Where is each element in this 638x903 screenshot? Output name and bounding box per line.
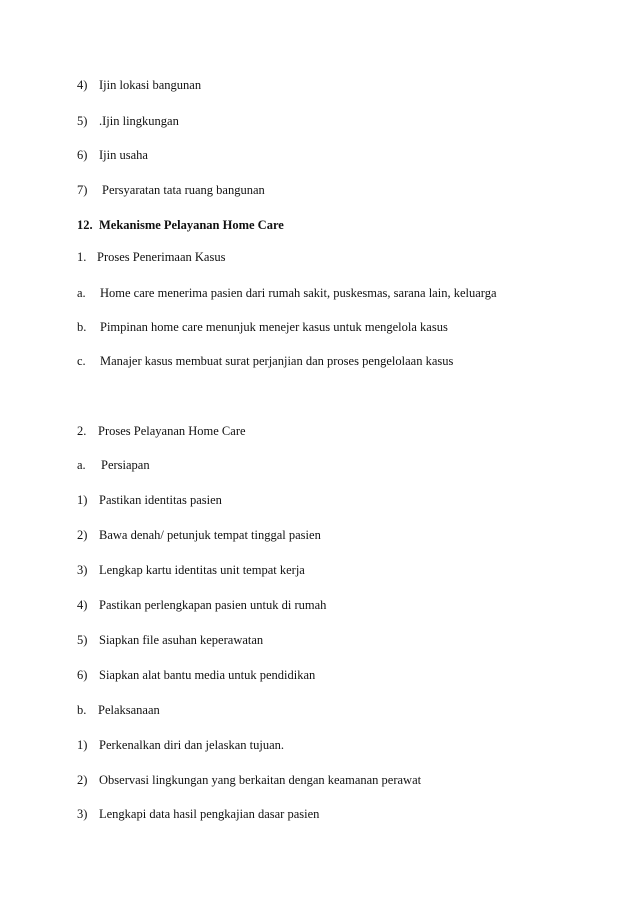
list-item <box>77 806 319 822</box>
list-text: Lengkapi data hasil pengkajian dasar pasien <box>99 807 320 821</box>
list-item <box>77 457 150 473</box>
list-item <box>77 77 201 93</box>
section-heading <box>77 217 284 233</box>
list-text: Lengkap kartu identitas unit tempat kerja <box>99 563 305 577</box>
list-text: Siapkan alat bantu media untuk pendidikan <box>99 668 316 682</box>
list-marker: 4) <box>77 78 88 92</box>
list-text: Pastikan perlengkapan pasien untuk di rumah <box>99 598 327 612</box>
list-text: Home care menerima pasien dari rumah sakit, puskesmas, sarana lain, keluarga <box>100 286 497 300</box>
list-text: .Ijin lingkungan <box>99 114 179 128</box>
list-item <box>77 667 315 683</box>
list-marker: 5) <box>77 633 88 647</box>
list-text: Bawa denah/ petunjuk tempat tinggal pasien <box>99 528 321 542</box>
list-marker: b. <box>77 320 87 334</box>
list-text: Persyaratan tata ruang bangunan <box>102 183 265 197</box>
list-item <box>77 423 246 439</box>
list-text: Siapkan file asuhan keperawatan <box>99 633 264 647</box>
list-marker: a. <box>77 458 86 472</box>
list-text: Proses Penerimaan Kasus <box>97 250 226 264</box>
list-marker: b. <box>77 703 87 717</box>
list-marker: 2. <box>77 424 87 438</box>
list-item <box>77 597 326 613</box>
list-marker: 1. <box>77 250 87 264</box>
list-text: Ijin lokasi bangunan <box>99 78 202 92</box>
list-item <box>77 562 305 578</box>
list-item <box>77 737 284 753</box>
list-item <box>77 702 160 718</box>
heading-number: 12. <box>77 218 93 232</box>
list-item <box>77 527 321 543</box>
list-marker: 6) <box>77 148 88 162</box>
list-text: Ijin usaha <box>99 148 148 162</box>
list-text: Perkenalkan diri dan jelaskan tujuan. <box>99 738 285 752</box>
list-item <box>77 772 421 788</box>
list-item <box>77 632 263 648</box>
heading-text: Mekanisme Pelayanan Home Care <box>99 218 284 232</box>
list-text: Pimpinan home care menunjuk menejer kasus untuk mengelola kasus <box>100 320 448 334</box>
list-marker: 3) <box>77 563 88 577</box>
list-text: Manajer kasus membuat surat perjanjian dan proses pengelolaan kasus <box>100 354 454 368</box>
list-item <box>77 113 179 129</box>
list-item <box>77 182 265 198</box>
list-marker: 1) <box>77 738 88 752</box>
list-marker: 3) <box>77 807 88 821</box>
list-item <box>77 492 222 508</box>
list-item <box>77 353 453 369</box>
list-marker: 7) <box>77 183 88 197</box>
list-text: Observasi lingkungan yang berkaitan dengan keamanan perawat <box>99 773 422 787</box>
list-marker: 2) <box>77 528 88 542</box>
list-marker: c. <box>77 354 86 368</box>
list-marker: 4) <box>77 598 88 612</box>
list-marker: 6) <box>77 668 88 682</box>
list-text: Proses Pelayanan Home Care <box>98 424 246 438</box>
list-text: Pastikan identitas pasien <box>99 493 222 507</box>
list-item <box>77 147 148 163</box>
list-marker: 2) <box>77 773 88 787</box>
list-marker: 5) <box>77 114 88 128</box>
list-marker: a. <box>77 286 86 300</box>
list-item <box>77 249 225 265</box>
list-item <box>77 319 448 335</box>
list-item <box>77 285 497 301</box>
list-marker: 1) <box>77 493 88 507</box>
list-text: Persiapan <box>101 458 150 472</box>
list-text: Pelaksanaan <box>98 703 160 717</box>
